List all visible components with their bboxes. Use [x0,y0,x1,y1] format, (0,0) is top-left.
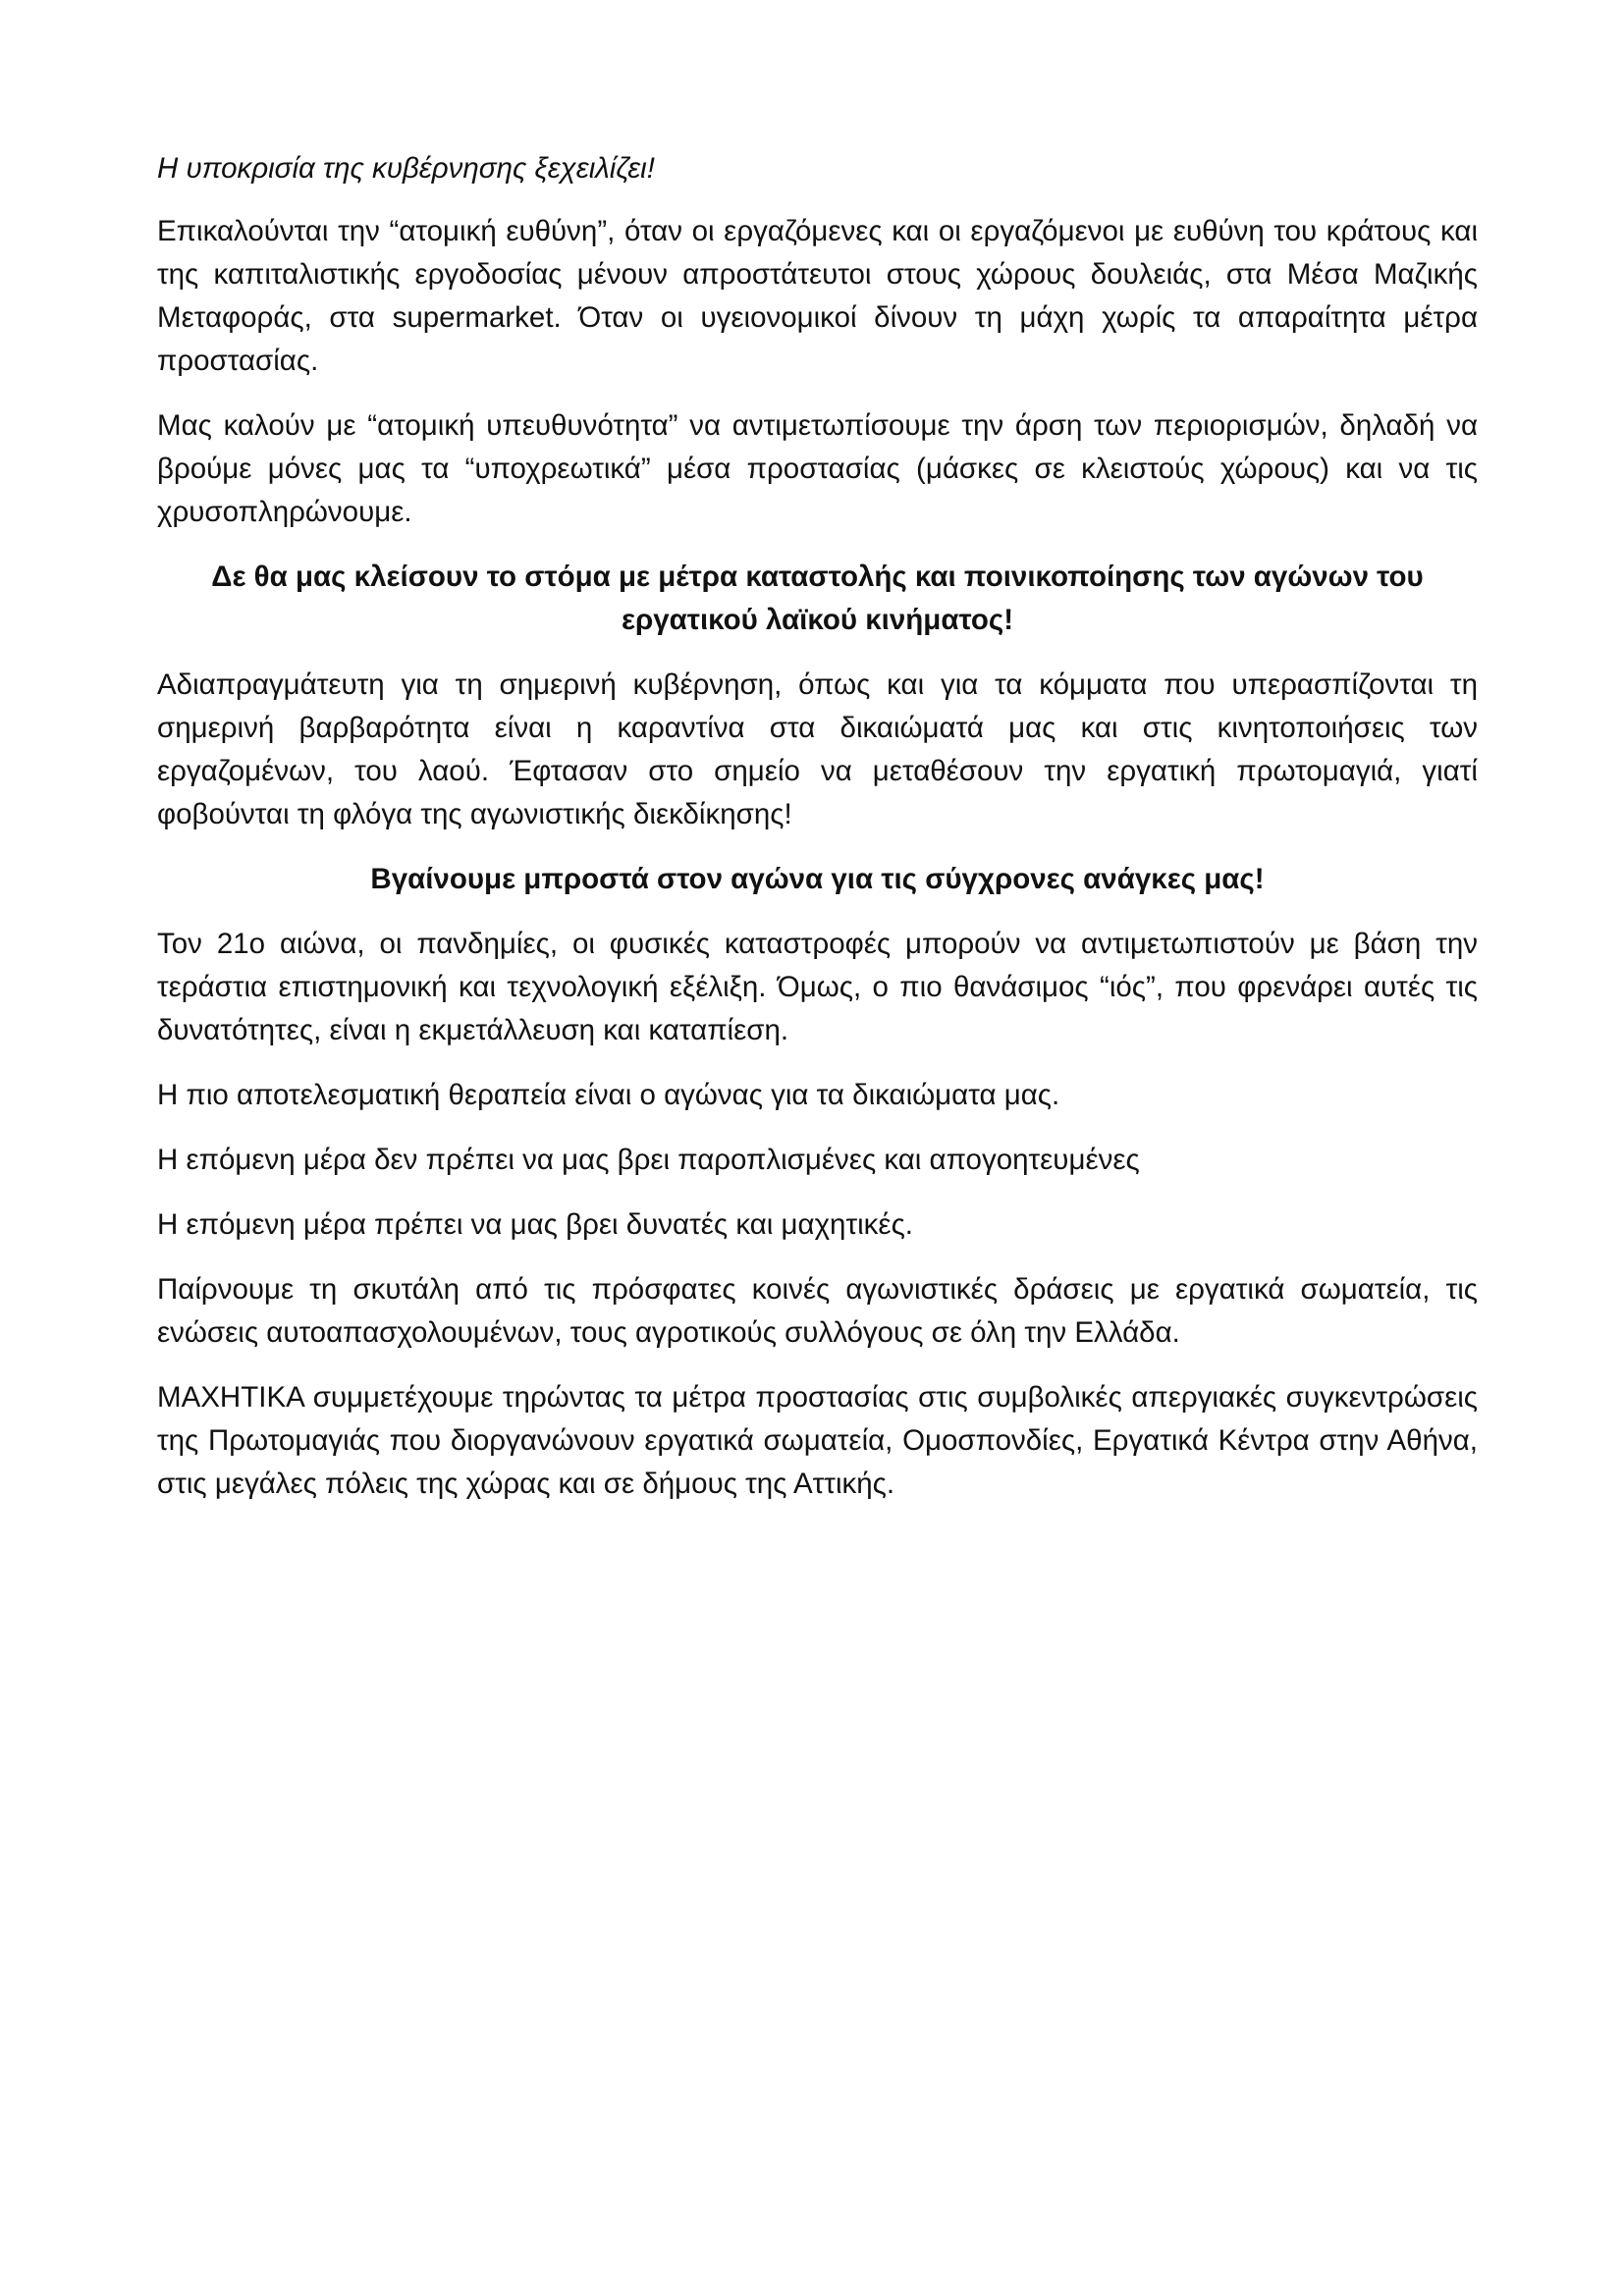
paragraph-next-day-1: Η επόμενη μέρα δεν πρέπει να μας βρει παροπλισμένες και απογοητευμένες [157,1144,1140,1176]
heading-repression: Δε θα μας κλείσουν το στόμα με μέτρα καταστολής και ποινικοποίησης των αγώνων του εργατικού λαϊκού κινήματος! [211,561,1424,636]
paragraph-quarantine-rights: Αδιαπραγμάτευτη για τη σημερινή κυβέρνηση, όπως και για τα κόμματα που υπερασπίζονται τη σημερινή βαρβαρότητα είναι η καραντίνα στα δικαιώματά μας και στις κινητοποιήσεις των εργαζομένων, του λαού. Έφτασαν στο σημείο να μεταθέσουν την εργατική πρωτομαγιά, γιατί φοβούνται τη φλόγα της αγωνιστικής διεκδίκησης! [157,668,1478,830]
paragraph-may-day: ΜΑΧΗΤΙΚΑ συμμετέχουμε τηρώντας τα μέτρα προστασίας στις συμβολικές απεργιακές συγκεντρώσεις της Πρωτομαγιάς που διοργανώνουν εργατικά σωματεία, Ομοσπονδίες, Εργατικά Κέντρα στην Αθήνα, στις μεγάλες πόλεις της χώρας και σε δήμους της Αττικής. [157,1381,1478,1500]
paragraph-relay: Παίρνουμε τη σκυτάλη από τις πρόσφατες κοινές αγωνιστικές δράσεις με εργατικά σωματεία, τις ενώσεις αυτοαπασχολουμένων, τους αγροτικούς συλλόγους σε όλη την Ελλάδα. [157,1273,1478,1349]
paragraph-individual-responsibility: Επικαλούνται την “ατομική ευθύνη”, όταν οι εργαζόμενες και οι εργαζόμενοι με ευθύνη του κράτους και της καπιταλιστικής εργοδοσίας μένουν απροστάτευτοι στους χώρους δουλειάς, στα Μέσα Μαζικής Μεταφοράς, στα supermarket. Όταν οι υγειονομικοί δίνουν τη μάχη χωρίς τα απαραίτητα μέτρα προστασίας. [157,215,1478,377]
paragraph-therapy: Η πιο αποτελεσματική θεραπεία είναι ο αγώνας για τα δικαιώματα μας. [157,1079,1060,1111]
paragraph-21st-century: Τον 21ο αιώνα, οι πανδημίες, οι φυσικές καταστροφές μπορούν να αντιμετωπιστούν με βάση την τεράστια επιστημονική και τεχνολογική εξέλιξη. Όμως, ο πιο θανάσιμος “ιός”, που φρενάρει αυτές τις δυνατότητες, είναι η εκμετάλλευση και καταπίεση. [157,928,1478,1046]
paragraph-lifting-restrictions: Μας καλούν με “ατομική υπευθυνότητα” να αντιμετωπίσουμε την άρση των περιορισμών, δηλαδή να βρούμε μόνες μας τα “υποχρεωτικά” μέσα προστασίας (μάσκες σε κλειστούς χώρους) και να τις χρυσοπληρώνουμε. [157,409,1478,528]
intro-text: Η υποκρισία της κυβέρνησης ξεχειλίζει! [157,152,655,185]
paragraph-next-day-2: Η επόμενη μέρα πρέπει να μας βρει δυνατές και μαχητικές. [157,1208,913,1241]
heading-struggle: Βγαίνουμε μπροστά στον αγώνα για τις σύγχρονες ανάγκες μας! [370,863,1265,895]
document-page [157,147,1478,1527]
